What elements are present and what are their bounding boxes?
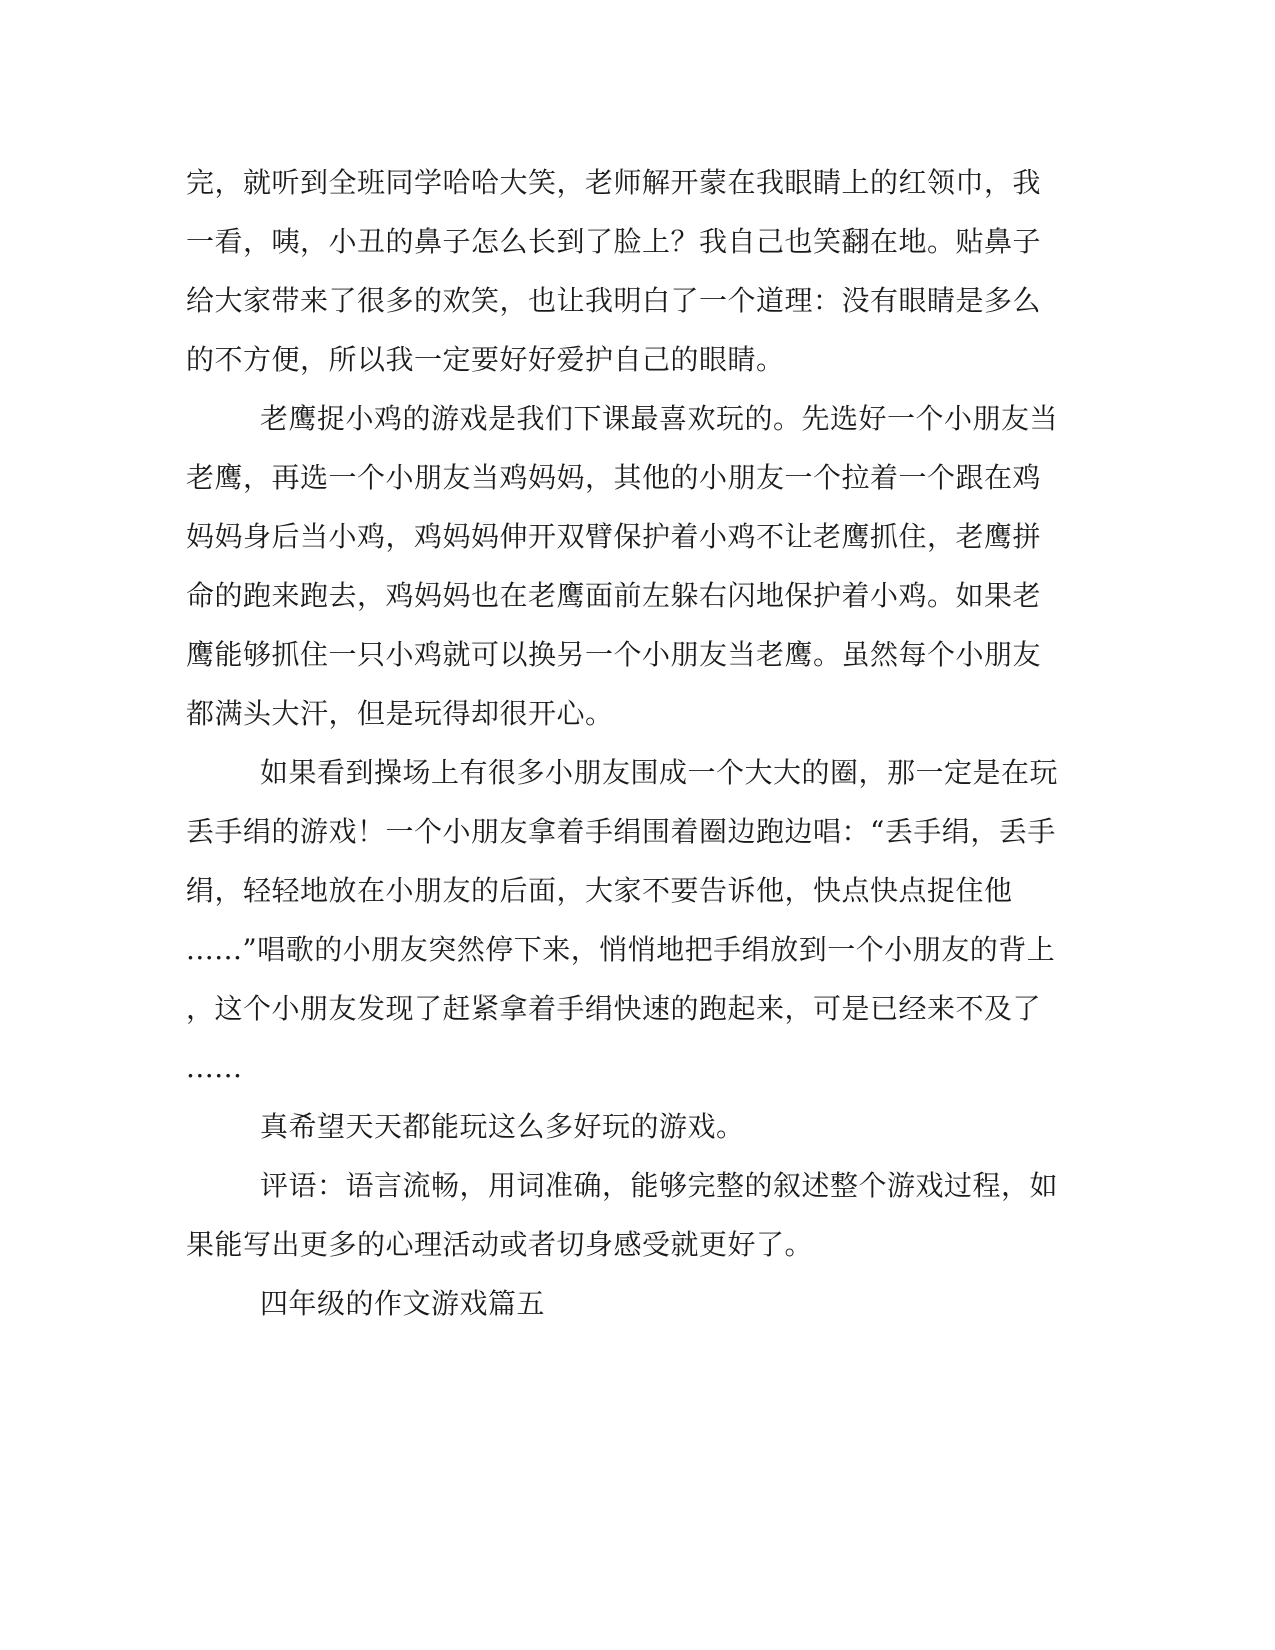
text-line: 的不方便，所以我一定要好好爱护自己的眼睛。 (186, 343, 785, 376)
text-line: 鹰能够抓住一只小鸡就可以换另一个小朋友当老鹰。虽然每个小朋友 (186, 638, 1042, 671)
text-line: 丢手绢的游戏！一个小朋友拿着手绢围着圈边跑边唱：“丢手绢，丢手 (186, 815, 1056, 848)
paragraph-start-line: 如果看到操场上有很多小朋友围成一个大大的圈，那一定是在玩 (260, 756, 1059, 789)
section-heading: 四年级的作文游戏篇五 (260, 1287, 546, 1320)
text-line: 果能写出更多的心理活动或者切身感受就更好了。 (186, 1228, 814, 1261)
text-line: ...... (186, 1051, 243, 1084)
text-line: ，这个小朋友发现了赶紧拿着手绢快速的跑起来，可是已经来不及了 (186, 992, 1042, 1025)
text-line: 妈妈身后当小鸡，鸡妈妈伸开双臂保护着小鸡不让老鹰抓住，老鹰拼 (186, 520, 1042, 553)
text-line: 给大家带来了很多的欢笑，也让我明白了一个道理：没有眼睛是多么 (186, 284, 1042, 317)
text-line: 老鹰，再选一个小朋友当鸡妈妈，其他的小朋友一个拉着一个跟在鸡 (186, 461, 1042, 494)
paragraph-start-line: 评语：语言流畅，用词准确，能够完整的叙述整个游戏过程，如 (260, 1169, 1059, 1202)
text-line: ......”唱歌的小朋友突然停下来，悄悄地把手绢放到一个小朋友的背上 (186, 933, 1056, 966)
paragraph-start-line: 老鹰捉小鸡的游戏是我们下课最喜欢玩的。先选好一个小朋友当 (260, 402, 1059, 435)
text-line: 都满头大汗，但是玩得却很开心。 (186, 697, 614, 730)
text-line: 完，就听到全班同学哈哈大笑，老师解开蒙在我眼睛上的红领巾，我 (186, 166, 1042, 199)
text-line: 命的跑来跑去，鸡妈妈也在老鹰面前左躲右闪地保护着小鸡。如果老 (186, 579, 1042, 612)
text-line: 一看，咦，小丑的鼻子怎么长到了脸上？我自己也笑翻在地。贴鼻子 (186, 225, 1042, 258)
paragraph-start-line: 真希望天天都能玩这么多好玩的游戏。 (260, 1110, 745, 1143)
text-line: 绢，轻轻地放在小朋友的后面，大家不要告诉他，快点快点捉住他 (186, 874, 1013, 907)
